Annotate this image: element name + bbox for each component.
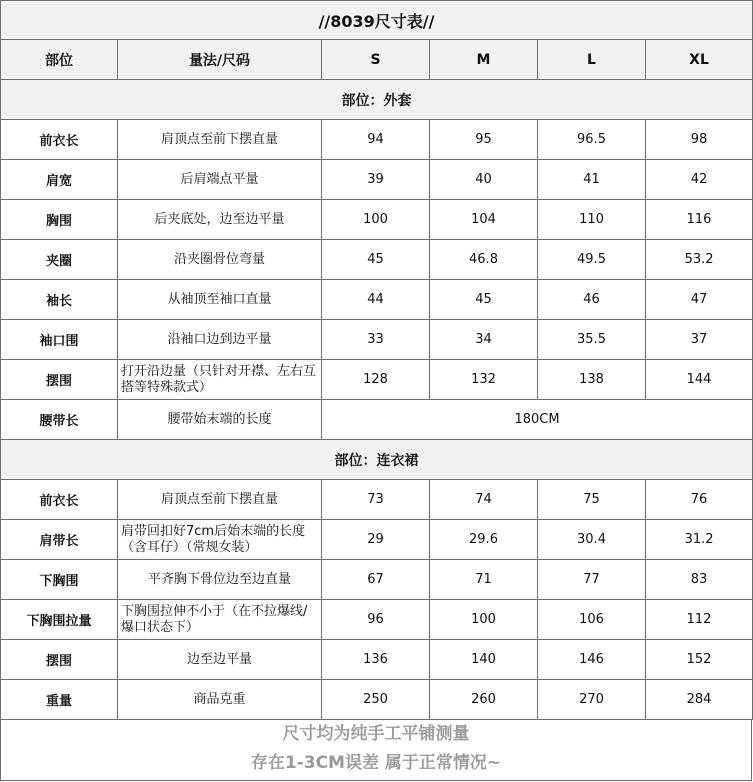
value-m-cell: 100: [430, 600, 538, 640]
value-xl-cell: 284: [646, 680, 753, 720]
value-m-cell: 95: [430, 120, 538, 160]
part-cell: 摆围: [1, 640, 118, 680]
value-xl-cell: 152: [646, 640, 753, 680]
method-cell: 肩顶点至前下摆直量: [118, 120, 322, 160]
merged-value-cell: 180CM: [322, 400, 753, 440]
value-m-cell: 104: [430, 200, 538, 240]
value-s-cell: 73: [322, 480, 430, 520]
method-cell: 边至边平量: [118, 640, 322, 680]
method-cell: 商品克重: [118, 680, 322, 720]
value-xl-cell: 83: [646, 560, 753, 600]
table-row: [1, 680, 753, 720]
method-cell: 腰带始末端的长度: [118, 400, 322, 440]
method-cell: 沿袖口边到边平量: [118, 320, 322, 360]
part-cell: 袖口围: [1, 320, 118, 360]
section-row: [1, 80, 753, 120]
value-m-cell: 45: [430, 280, 538, 320]
table-row: [1, 160, 753, 200]
value-s-cell: 96: [322, 600, 430, 640]
method-cell: 打开沿边量（只针对开襟、左右互搭等特殊款式）: [118, 360, 322, 400]
method-cell: 肩带回扣好7cm后始末端的长度（含耳仔）（常规女装）: [118, 520, 322, 560]
value-s-cell: 67: [322, 560, 430, 600]
value-xl-cell: 112: [646, 600, 753, 640]
value-m-cell: 46.8: [430, 240, 538, 280]
table-row: [1, 600, 753, 640]
section-row: [1, 440, 753, 480]
footer-note: [0, 720, 752, 781]
value-s-cell: 100: [322, 200, 430, 240]
part-cell: 腰带长: [1, 400, 118, 440]
method-cell: 后肩端点平量: [118, 160, 322, 200]
value-l-cell: 110: [538, 200, 646, 240]
value-s-cell: 33: [322, 320, 430, 360]
table-row: [1, 560, 753, 600]
value-s-cell: 250: [322, 680, 430, 720]
header-row: [1, 40, 753, 80]
table-row: [1, 520, 753, 560]
value-s-cell: 39: [322, 160, 430, 200]
method-cell: 后夹底处，边至边平量: [118, 200, 322, 240]
value-xl-cell: 37: [646, 320, 753, 360]
table-row: [1, 640, 753, 680]
value-m-cell: 34: [430, 320, 538, 360]
part-cell: 重量: [1, 680, 118, 720]
value-xl-cell: 53.2: [646, 240, 753, 280]
value-l-cell: 146: [538, 640, 646, 680]
table-row: [1, 280, 753, 320]
value-s-cell: 44: [322, 280, 430, 320]
value-xl-cell: 47: [646, 280, 753, 320]
value-s-cell: 45: [322, 240, 430, 280]
footer-line-2: 存在1-3CM误差 属于正常情况~: [250, 753, 502, 773]
value-l-cell: 46: [538, 280, 646, 320]
value-xl-cell: 31.2: [646, 520, 753, 560]
table-row: [1, 360, 753, 400]
method-cell: 沿夹圈骨位弯量: [118, 240, 322, 280]
part-cell: 肩带长: [1, 520, 118, 560]
value-xl-cell: 42: [646, 160, 753, 200]
part-cell: 下胸围拉量: [1, 600, 118, 640]
header-size-xl: XL: [646, 40, 753, 80]
header-size-m: M: [430, 40, 538, 80]
value-m-cell: 74: [430, 480, 538, 520]
part-cell: 胸围: [1, 200, 118, 240]
footer-line-1: 尺寸均为纯手工平铺测量: [282, 724, 470, 744]
part-cell: 袖长: [1, 280, 118, 320]
table-row: [1, 400, 753, 440]
table-row: [1, 480, 753, 520]
value-m-cell: 40: [430, 160, 538, 200]
method-cell: 下胸围拉伸不小于（在不拉爆线/爆口状态下）: [118, 600, 322, 640]
part-cell: 前衣长: [1, 480, 118, 520]
value-l-cell: 96.5: [538, 120, 646, 160]
part-cell: 夹圈: [1, 240, 118, 280]
value-l-cell: 77: [538, 560, 646, 600]
part-cell: 摆围: [1, 360, 118, 400]
value-m-cell: 29.6: [430, 520, 538, 560]
value-s-cell: 136: [322, 640, 430, 680]
header-part: 部位: [1, 40, 118, 80]
value-m-cell: 140: [430, 640, 538, 680]
section-label: 部位：连衣裙: [1, 440, 753, 480]
value-s-cell: 128: [322, 360, 430, 400]
table-row: [1, 120, 753, 160]
value-l-cell: 30.4: [538, 520, 646, 560]
value-xl-cell: 98: [646, 120, 753, 160]
method-cell: 平齐胸下骨位边至边直量: [118, 560, 322, 600]
value-l-cell: 75: [538, 480, 646, 520]
method-cell: 肩顶点至前下摆直量: [118, 480, 322, 520]
section-label: 部位：外套: [1, 80, 753, 120]
table-row: [1, 200, 753, 240]
value-xl-cell: 116: [646, 200, 753, 240]
value-l-cell: 35.5: [538, 320, 646, 360]
value-l-cell: 138: [538, 360, 646, 400]
value-s-cell: 94: [322, 120, 430, 160]
part-cell: 肩宽: [1, 160, 118, 200]
header-size-l: L: [538, 40, 646, 80]
part-cell: 前衣长: [1, 120, 118, 160]
value-xl-cell: 144: [646, 360, 753, 400]
table-title: //8039尺寸表//: [1, 1, 753, 40]
value-xl-cell: 76: [646, 480, 753, 520]
value-l-cell: 49.5: [538, 240, 646, 280]
table-row: [1, 320, 753, 360]
header-method: 量法/尺码: [118, 40, 322, 80]
value-m-cell: 71: [430, 560, 538, 600]
table-row: [1, 240, 753, 280]
title-row: [1, 1, 753, 40]
part-cell: 下胸围: [1, 560, 118, 600]
value-l-cell: 106: [538, 600, 646, 640]
value-l-cell: 270: [538, 680, 646, 720]
header-size-s: S: [322, 40, 430, 80]
value-s-cell: 29: [322, 520, 430, 560]
value-m-cell: 132: [430, 360, 538, 400]
value-m-cell: 260: [430, 680, 538, 720]
value-l-cell: 41: [538, 160, 646, 200]
method-cell: 从袖顶至袖口直量: [118, 280, 322, 320]
